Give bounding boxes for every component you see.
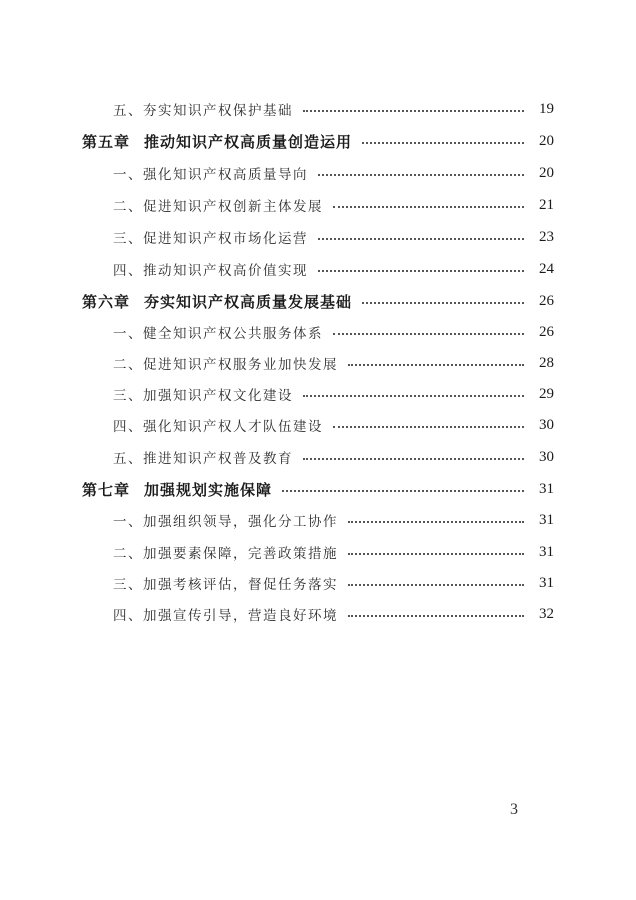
dot-leader (318, 270, 524, 272)
toc-chapter-number: 第六章 (82, 292, 131, 311)
toc-section-title: 一、加强组织领导，强化分工协作 (113, 514, 338, 530)
toc-page-number: 20 (539, 164, 554, 181)
toc-section-title: 一、健全知识产权公共服务体系 (113, 326, 323, 342)
dot-leader (362, 302, 524, 304)
toc-page-number: 31 (539, 511, 554, 528)
toc-section-title: 二、促进知识产权服务业加快发展 (113, 357, 338, 373)
toc-section-row[interactable] (113, 351, 554, 375)
dot-leader (282, 490, 524, 492)
toc-chapter-number: 第七章 (82, 480, 131, 499)
toc-page-number: 31 (539, 543, 554, 560)
toc-chapter-number: 第五章 (82, 132, 131, 151)
toc-section-title: 二、加强要素保障，完善政策措施 (113, 546, 338, 562)
toc-page-number: 19 (539, 100, 554, 117)
toc-section-row[interactable] (113, 193, 554, 217)
toc-page-number: 28 (539, 354, 554, 371)
dot-leader (303, 395, 524, 397)
dot-leader (333, 426, 524, 428)
dot-leader (333, 333, 524, 335)
toc-chapter-title: 加强规划实施保障 (144, 480, 273, 499)
toc-section-row[interactable] (113, 508, 554, 532)
dot-leader (348, 615, 524, 617)
toc-page-number: 31 (539, 574, 554, 591)
toc-page-number: 23 (539, 228, 554, 245)
toc-section-title: 五、推进知识产权普及教育 (113, 451, 293, 467)
toc-page-number: 29 (539, 385, 554, 402)
page-folio-number: 3 (510, 801, 518, 818)
toc-section-title: 一、强化知识产权高质量导向 (113, 167, 308, 183)
dot-leader (348, 521, 524, 523)
toc-chapter-title: 推动知识产权高质量创造运用 (144, 132, 353, 151)
dot-leader (362, 142, 524, 144)
toc-page-number: 30 (539, 416, 554, 433)
toc-section-title: 四、推动知识产权高价值实现 (113, 263, 308, 279)
toc-section-title: 三、促进知识产权市场化运营 (113, 231, 308, 247)
dot-leader (303, 458, 524, 460)
toc-section-title: 三、加强考核评估，督促任务落实 (113, 577, 338, 593)
dot-leader (348, 553, 524, 555)
toc-section-row[interactable] (113, 320, 554, 344)
toc-section-row[interactable] (113, 445, 554, 469)
toc-section-title: 三、加强知识产权文化建设 (113, 388, 293, 404)
toc-section-title: 二、促进知识产权创新主体发展 (113, 199, 323, 215)
toc-page-number: 21 (539, 196, 554, 213)
toc-page-number: 30 (539, 448, 554, 465)
toc-page-number: 24 (539, 260, 554, 277)
toc-section-row[interactable] (113, 602, 554, 626)
toc-section-title: 四、强化知识产权人才队伍建设 (113, 419, 323, 435)
toc-chapter-row[interactable] (82, 477, 554, 501)
toc-chapter-row[interactable] (82, 289, 554, 313)
toc-chapter-row[interactable] (82, 129, 554, 153)
toc-section-row[interactable] (113, 540, 554, 564)
toc-page-number: 32 (539, 605, 554, 622)
dot-leader (303, 110, 524, 112)
toc-section-row[interactable] (113, 161, 554, 185)
toc-section-row[interactable] (113, 413, 554, 437)
toc-section-row[interactable] (113, 382, 554, 406)
toc-chapter-title: 夯实知识产权高质量发展基础 (144, 292, 353, 311)
dot-leader (333, 206, 524, 208)
dot-leader (318, 174, 524, 176)
toc-section-title: 五、夯实知识产权保护基础 (113, 103, 293, 119)
toc-page-number: 20 (539, 132, 554, 149)
toc-page-number: 31 (539, 480, 554, 497)
dot-leader (318, 238, 524, 240)
toc-page-number: 26 (539, 323, 554, 340)
toc-section-row[interactable] (113, 225, 554, 249)
toc-section-row[interactable] (113, 571, 554, 595)
toc-section-title: 四、加强宣传引导，营造良好环境 (113, 608, 338, 624)
toc-section-row[interactable] (113, 257, 554, 281)
dot-leader (348, 364, 524, 366)
dot-leader (348, 584, 524, 586)
toc-section-row[interactable] (113, 97, 554, 121)
toc-page-number: 26 (539, 292, 554, 309)
